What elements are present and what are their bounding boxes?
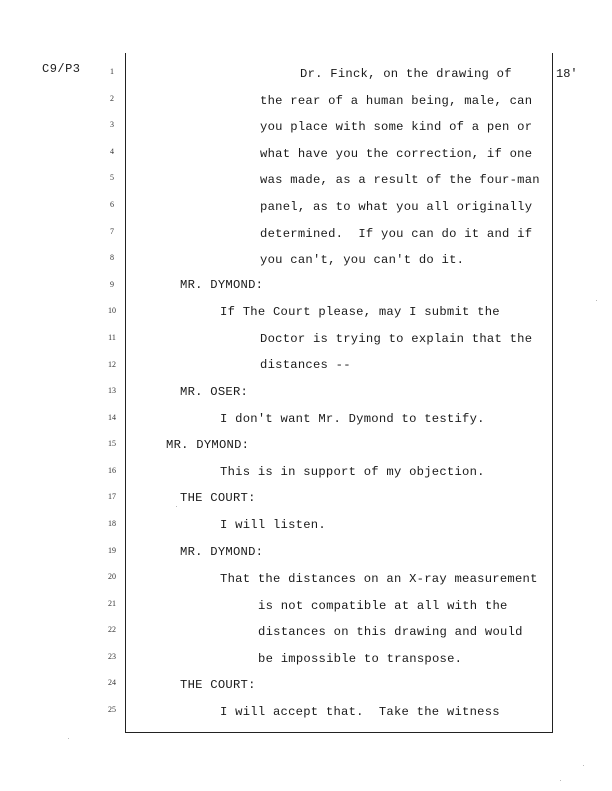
transcript-line: distances --: [260, 358, 351, 372]
transcript-line: distances on this drawing and would: [258, 625, 523, 639]
scan-speck: [583, 765, 584, 766]
transcript-line: panel, as to what you all originally: [260, 200, 533, 214]
transcript-line: you can't, you can't do it.: [260, 253, 465, 267]
transcript-line: This is in support of my objection.: [220, 465, 485, 479]
speaker-label: MR. OSER:: [180, 385, 249, 399]
transcript-line: is not compatible at all with the: [258, 599, 508, 613]
line-number: 5: [110, 173, 114, 182]
line-number: 25: [108, 705, 116, 714]
line-number: 7: [110, 227, 114, 236]
transcript-line: Doctor is trying to explain that the: [260, 332, 533, 346]
transcript-line: I will accept that. Take the witness: [220, 705, 500, 719]
line-number: 21: [108, 599, 116, 608]
line-number: 16: [108, 466, 116, 475]
line-number: 23: [108, 652, 116, 661]
scan-speck: [596, 300, 597, 301]
transcript-line: I don't want Mr. Dymond to testify.: [220, 412, 485, 426]
line-number: 24: [108, 678, 116, 687]
line-number: 9: [110, 280, 114, 289]
page-id-label: C9/P3: [42, 62, 81, 76]
speaker-label: MR. DYMOND:: [166, 438, 250, 452]
speaker-label: MR. DYMOND:: [180, 545, 264, 559]
transcript-line: That the distances on an X-ray measurement: [220, 572, 538, 586]
transcript-line: Dr. Finck, on the drawing of: [300, 67, 512, 81]
line-number: 6: [110, 200, 114, 209]
line-number: 11: [108, 333, 116, 342]
line-number: 4: [110, 147, 114, 156]
line-number: 17: [108, 492, 116, 501]
line-number: 8: [110, 253, 114, 262]
speaker-label: THE COURT:: [180, 678, 256, 692]
transcript-line: If The Court please, may I submit the: [220, 305, 500, 319]
transcript-line: was made, as a result of the four-man: [260, 173, 540, 187]
line-number: 1: [110, 67, 114, 76]
page-number: 18': [556, 67, 578, 81]
transcript-line: determined. If you can do it and if: [260, 227, 533, 241]
line-number: 18: [108, 519, 116, 528]
transcript-line: be impossible to transpose.: [258, 652, 463, 666]
line-number: 13: [108, 386, 116, 395]
transcript-line: the rear of a human being, male, can: [260, 94, 533, 108]
line-number: 14: [108, 413, 116, 422]
scan-speck: [176, 506, 177, 507]
line-number: 3: [110, 120, 114, 129]
transcript-line: you place with some kind of a pen or: [260, 120, 533, 134]
line-number: 22: [108, 625, 116, 634]
speaker-label: THE COURT:: [180, 491, 256, 505]
line-number: 10: [108, 306, 116, 315]
speaker-label: MR. DYMOND:: [180, 278, 264, 292]
scan-speck: [68, 738, 69, 739]
scan-speck: [560, 780, 561, 781]
line-number: 20: [108, 572, 116, 581]
line-number: 12: [108, 360, 116, 369]
line-number: 2: [110, 94, 114, 103]
transcript-line: I will listen.: [220, 518, 326, 532]
line-number: 15: [108, 439, 116, 448]
transcript-line: what have you the correction, if one: [260, 147, 533, 161]
line-number: 19: [108, 546, 116, 555]
